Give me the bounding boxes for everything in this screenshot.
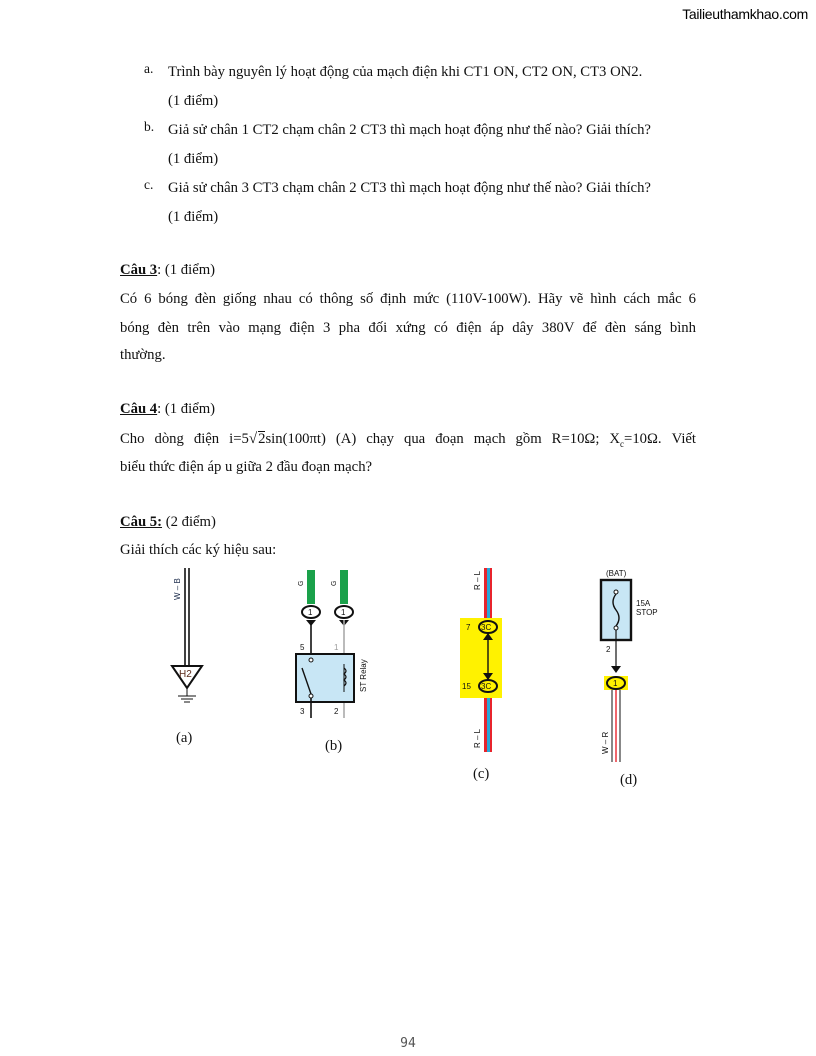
- question3-points: : (1 điểm): [157, 262, 216, 278]
- connector-3c-top: 3C: [481, 623, 492, 632]
- pin-3: 3: [300, 707, 305, 716]
- question4-line1: Cho dòng điện i=5√2sin(100πt) (A) chạy qua đoạn mạch gồm R=10Ω; $X_c=10\Omega$. Viết: [120, 431, 697, 449]
- item-mark: a.: [144, 61, 154, 76]
- pin-2: 2: [606, 645, 611, 654]
- connector-right: 1: [341, 608, 346, 617]
- question2-item-b: [144, 116, 696, 174]
- formula-pre: Cho dòng điện i=5: [120, 431, 249, 447]
- question2-item-a: [144, 58, 696, 116]
- item-points: (1 điểm): [168, 209, 219, 225]
- figure-c-connector-symbol: [458, 566, 518, 752]
- wire-label-rl-bottom: R – L: [473, 728, 482, 748]
- fuse-name: STOP: [636, 608, 658, 617]
- question4-points: : (1 điểm): [157, 401, 216, 417]
- formula-mid: sin(100πt) (A) chạy qua đoạn mạch gồm R=10Ω; X: [265, 431, 621, 447]
- figure-b-relay-symbol: [290, 568, 380, 720]
- fuse-rating: 15A: [636, 599, 651, 608]
- relay-label: ST Relay: [359, 659, 368, 692]
- question3-label: Câu 3: [120, 262, 158, 278]
- ground-label-h2: H2: [179, 669, 192, 680]
- question5-label: Câu 5:: [120, 514, 163, 530]
- pin-1: 1: [334, 643, 339, 652]
- pin-7: 7: [466, 623, 471, 632]
- question3-line1: Có 6 bóng đèn giống nhau có thông số định mức (110V-100W). Hãy vẽ hình cách mắc 6: [120, 291, 696, 307]
- figure-a-caption: (a): [176, 730, 193, 746]
- figure-a-ground-symbol: [160, 566, 220, 706]
- subscript-c: c: [620, 438, 625, 449]
- page-number: 94: [400, 1036, 416, 1051]
- question4-heading: [120, 395, 696, 424]
- item-text: Trình bày nguyên lý hoạt động của mạch điện khi CT1 ON, CT2 ON, CT3 ON2.: [168, 64, 643, 80]
- sqrt-value: 2: [258, 431, 266, 447]
- question5-heading: [120, 508, 696, 537]
- figure-c-caption: (c): [473, 766, 490, 782]
- wire-label-g-right: G: [331, 580, 338, 586]
- question4-line2: biểu thức điện áp u giữa 2 đầu đoạn mạch?: [120, 459, 373, 475]
- source-label-bat: (BAT): [606, 569, 627, 578]
- pin-5: 5: [300, 643, 305, 652]
- question5-points: (2 điểm): [162, 514, 216, 530]
- pin-2: 2: [334, 707, 339, 716]
- connector-left: 1: [308, 608, 313, 617]
- connector-1: 1: [613, 679, 618, 688]
- watermark: Tailieuthamkhao.com: [682, 6, 808, 22]
- formula-post: =10Ω. Viết: [624, 431, 697, 447]
- item-points: (1 điểm): [168, 93, 219, 109]
- item-points: (1 điểm): [168, 151, 219, 167]
- question3-line3: thường.: [120, 347, 166, 363]
- item-text: Giả sử chân 1 CT2 chạm chân 2 CT3 thì mạch hoạt động như thế nào? Giải thích?: [168, 122, 651, 138]
- question3-line2: bóng đèn trên vào mạng điện 3 pha đối xứng có điện áp dây 380V để đèn sáng bình: [120, 320, 696, 336]
- figure-d-fuse-symbol: [596, 566, 676, 762]
- connector-3c-bottom: 3C: [481, 682, 492, 691]
- question5-body: Giải thích các ký hiệu sau:: [120, 542, 277, 558]
- wire-label-g-left: G: [298, 580, 305, 586]
- question4-label: Câu 4: [120, 401, 158, 417]
- wire-label-rl-top: R – L: [473, 570, 482, 590]
- question2-item-c: [144, 174, 696, 232]
- figure-d-caption: (d): [620, 772, 638, 788]
- item-mark: c.: [144, 177, 154, 192]
- item-text: Giả sử chân 3 CT3 chạm chân 2 CT3 thì mạch hoạt động như thế nào? Giải thích?: [168, 180, 651, 196]
- question3-heading: [120, 256, 696, 285]
- wire-label-wr: W – R: [601, 731, 610, 754]
- item-mark: b.: [144, 119, 155, 134]
- figure-b-caption: (b): [325, 738, 343, 754]
- wire-label-wb: W – B: [173, 578, 182, 600]
- pin-15: 15: [462, 682, 471, 691]
